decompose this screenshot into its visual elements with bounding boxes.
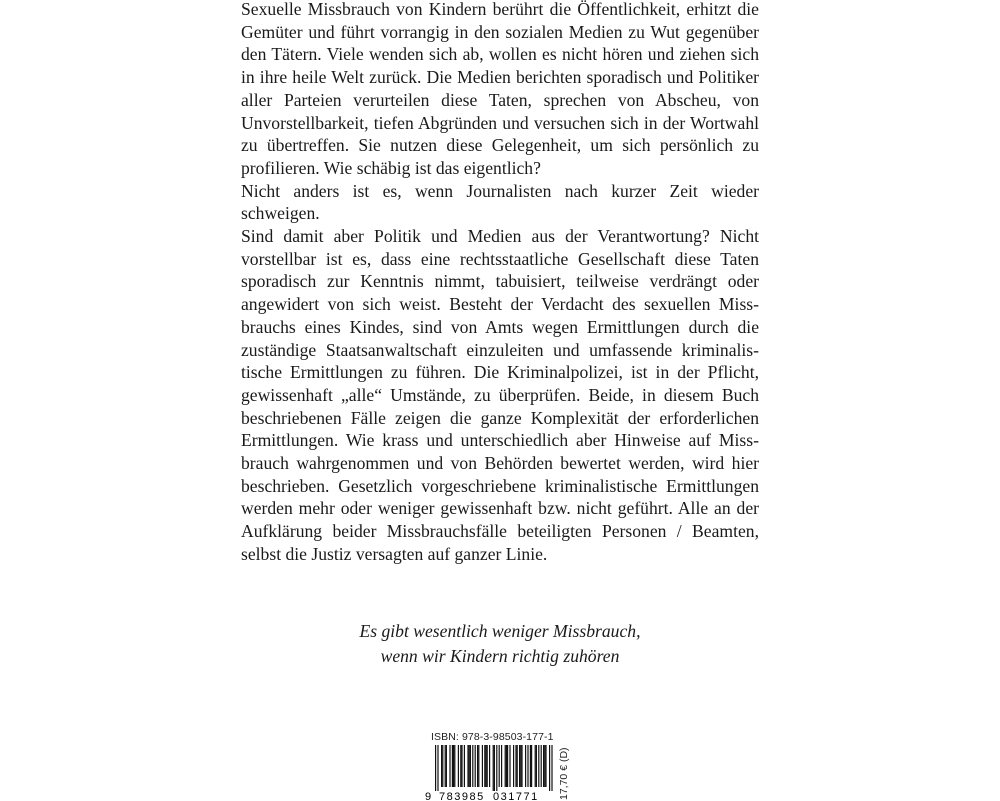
barcode-bar: [538, 745, 539, 787]
barcode-bar: [494, 745, 495, 791]
barcode-bar: [535, 745, 536, 787]
barcode: [423, 745, 563, 801]
barcode-bar: [531, 745, 532, 787]
barcode-bar: [515, 745, 516, 787]
barcode-bar: [478, 745, 479, 787]
barcode-bar: [496, 745, 497, 791]
quote-line-2: wenn wir Kindern richtig zuhören: [380, 646, 620, 666]
barcode-bar: [530, 745, 531, 787]
barcode-bar: [445, 745, 446, 787]
barcode-bar: [487, 745, 488, 787]
barcode-bar: [509, 745, 510, 787]
barcode-bar: [464, 745, 465, 787]
barcode-bar: [544, 745, 545, 787]
barcode-bars: [435, 745, 553, 791]
isbn-label: ISBN: 978-3-98503-177-1: [431, 731, 554, 743]
barcode-bar: [519, 745, 520, 787]
italic-quote: [250, 619, 750, 669]
barcode-bar: [493, 745, 494, 791]
paragraph-1: Sexuelle Missbrauch von Kindern berührt die Öffentlichkeit, erhitzt die Gemüter und führt vorrangig in den sozialen Medien zu Wut gegenüber den Tätern. Viele wenden sich ab, wollen es nicht hören und ziehen sich in ihre heile Welt zurück. Die Medien berichten sporadisch und Politiker aller Parteien verurteilen diese Taten, sprechen von Abscheu, von Unvorstellbarkeit, tiefen Abgründen und versuchen sich in der Wortwahl zu übertreffen. Sie nutzen diese Gelegenheit, um sich persönlich zu profilieren. Wie schäbig ist das eigentlich?: [241, 0, 759, 178]
barcode-bar: [477, 745, 478, 787]
barcode-digit-first: 9: [425, 791, 432, 801]
barcode-bar: [501, 745, 502, 787]
barcode-bar: [454, 745, 455, 787]
barcode-bar: [475, 745, 476, 787]
barcode-bar: [435, 745, 436, 791]
barcode-bar: [505, 745, 506, 787]
barcode-bar: [449, 745, 450, 787]
barcode-bar: [467, 745, 468, 787]
barcode-bar: [527, 745, 528, 787]
barcode-bar: [470, 745, 471, 787]
barcode-bar: [485, 745, 486, 787]
quote-line-1: Es gibt wesentlich weniger Missbrauch,: [359, 621, 641, 641]
back-cover-text: [241, 0, 759, 566]
barcode-bar: [460, 745, 461, 787]
barcode-bar: [446, 745, 447, 787]
barcode-bar: [441, 745, 442, 787]
barcode-bar: [461, 745, 462, 787]
barcode-bar: [442, 745, 443, 787]
barcode-bar: [513, 745, 514, 787]
barcode-bar: [525, 745, 526, 787]
paragraph-3: Sind damit aber Politik und Medien aus der Verantwortung? Nicht vorstellbar ist es, dass eine rechtsstaatliche Gesellschaft diese Taten sporadisch zur Kenntnis nimmt, tabuisiert, teilweise verdrängt oder angewidert von sich weist. Besteht der Verdacht des sexuellen Missbrauchs eines Kindes, sind von Amts wegen Ermittlungen durch die zuständige Staatsanwaltschaft einzuleiten und umfassende kriminalistische Ermittlungen zu führen. Die Kriminalpolizei, ist in der Pflicht, gewissenhaft „alle“ Umstände, zu überprüfen. Beide, in diesem Buch beschriebenen Fälle zeigen die ganze Komplexität der erforderlichen Ermittlungen. Wie krass und unterschiedlich aber Hinweise auf Missbrauch wahrgenommen und von Behörden bewertet werden, wird hier beschrieben. Gesetzlich vorgeschriebene kriminalistische Ermittlungen werden mehr oder weniger gewissenhaft bzw. nicht geführt. Alle an der Aufklärung beider Missbrauchsfälle beteiligten Personen / Beamten, selbst die Justiz versagten auf ganzer Linie.: [241, 226, 759, 564]
barcode-bar: [452, 745, 453, 787]
barcode-bar: [458, 745, 459, 787]
barcode-digits-left: 783985: [439, 791, 485, 801]
barcode-bar: [469, 745, 470, 787]
barcode-bar: [472, 745, 473, 787]
barcode-bar: [551, 745, 552, 791]
barcode-bar: [541, 745, 542, 787]
barcode-bar: [437, 745, 438, 791]
barcode-bar: [543, 745, 544, 787]
barcode-bar: [521, 745, 522, 787]
barcode-digits-right: 031771: [493, 791, 539, 801]
barcode-bar: [482, 745, 483, 787]
barcode-bar: [517, 745, 518, 787]
barcode-bar: [545, 745, 546, 787]
barcode-bar: [453, 745, 454, 787]
barcode-bar: [484, 745, 485, 787]
paragraph-2: Nicht anders ist es, wenn Journalisten nach kurzer Zeit wieder schweigen.: [241, 180, 759, 224]
barcode-bar: [489, 745, 490, 787]
barcode-bar: [520, 745, 521, 787]
barcode-bar: [549, 745, 550, 791]
barcode-bar: [499, 745, 500, 787]
barcode-bar: [507, 745, 508, 787]
barcode-bar: [536, 745, 537, 787]
barcode-bar: [506, 745, 507, 787]
price-label: 17,70 € (D): [558, 747, 570, 800]
